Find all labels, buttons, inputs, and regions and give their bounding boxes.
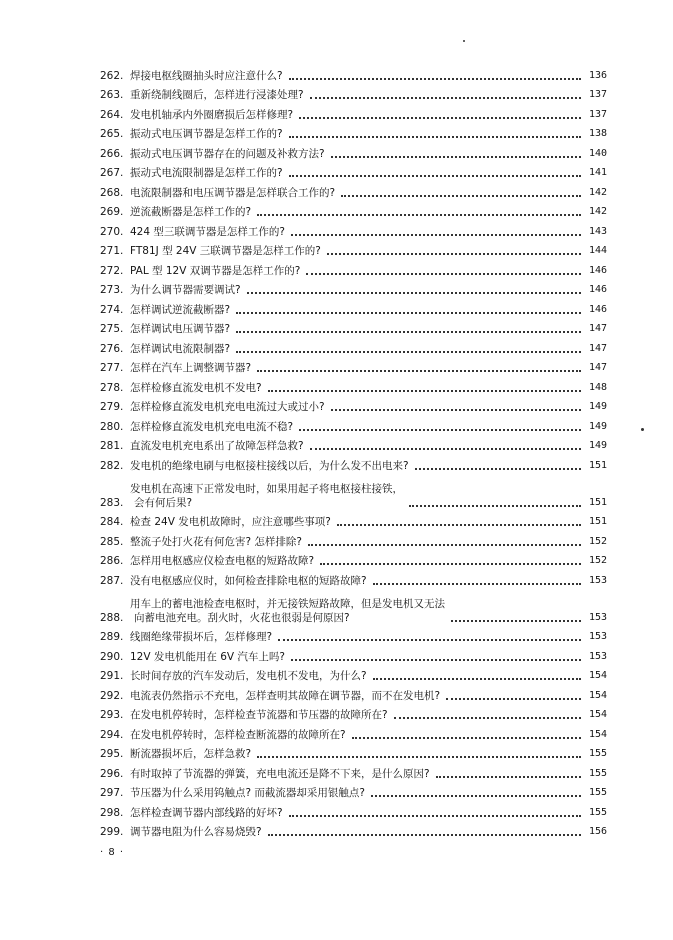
toc-entry-number: 266. — [100, 147, 124, 160]
toc-entry-number: 271. — [100, 245, 124, 257]
toc-entry[interactable] — [100, 781, 607, 801]
toc-entry-number: 295. — [100, 748, 124, 760]
toc-entry-title-line: 焊接电枢线圈抽头时应注意什么? — [130, 69, 283, 82]
toc-entry-title — [130, 728, 346, 742]
toc-entry[interactable] — [100, 510, 607, 530]
toc-entry[interactable] — [100, 63, 607, 83]
toc-entry-number: 262. — [100, 69, 124, 82]
toc-entry-title — [130, 225, 285, 239]
toc-entry-number: 287. — [100, 574, 124, 587]
toc-entry-number: 288. — [100, 611, 124, 624]
toc-entry[interactable] — [100, 180, 607, 200]
toc-entry-title-line: 发电机的绝缘电刷与电枢接柱接线以后，为什么发不出电来? — [130, 459, 409, 472]
toc-entry-number: 298. — [100, 806, 124, 819]
toc-entry-title-line: PAL 型 12V 双调节器是怎样工作的? — [130, 264, 301, 277]
toc-entry[interactable] — [100, 219, 607, 239]
dot-leader — [327, 253, 581, 255]
toc-entry-title — [130, 689, 440, 703]
toc-entry-title-line: 整流子处打火花有何危害? 怎样排除? — [130, 535, 302, 548]
dot-leader — [373, 678, 581, 680]
toc-entry[interactable] — [100, 453, 607, 473]
toc-entry-number: 274. — [100, 303, 124, 316]
toc-entry-title — [130, 439, 304, 453]
toc-entry-page: 151 — [588, 459, 607, 471]
toc-entry[interactable] — [100, 258, 607, 278]
toc-entry[interactable] — [100, 317, 607, 337]
toc-entry-page: 146 — [588, 303, 607, 315]
dot-leader — [341, 195, 581, 197]
toc-entry[interactable] — [100, 122, 607, 142]
toc-entry-title-line: 没有电枢感应仪时，如何检查排除电枢的短路故障? — [130, 574, 367, 587]
toc-entry-number: 269. — [100, 206, 124, 218]
toc-entry-title — [130, 420, 293, 434]
toc-entry-title-line: 电流限制器和电压调节器是怎样联合工作的? — [130, 186, 336, 199]
toc-entry-number: 285. — [100, 535, 124, 548]
toc-entry-page: 148 — [588, 381, 607, 393]
toc-entry-title-line: 怎样在汽车上调整调节器? — [130, 362, 252, 374]
toc-entry-title — [130, 650, 285, 664]
toc-entry-page: 146 — [588, 284, 607, 295]
toc-entry-page: 140 — [588, 147, 607, 159]
toc-entry-number: 297. — [100, 787, 124, 799]
toc-entry-title — [130, 147, 325, 161]
toc-entry-title — [130, 244, 321, 258]
toc-entry-title — [130, 264, 300, 278]
toc-entry-number: 273. — [100, 284, 124, 296]
toc-entry-page: 149 — [588, 401, 607, 412]
toc-entry-title — [130, 482, 403, 510]
toc-entry-title — [130, 400, 325, 414]
toc-entry-number: 265. — [100, 128, 124, 140]
toc-entry-number: 275. — [100, 323, 124, 335]
toc-entry-title-line: 长时间存放的汽车发动后，发电机不发电，为什么? — [130, 670, 367, 682]
toc-entry-title — [130, 303, 230, 317]
toc-entry-title — [130, 825, 262, 839]
toc-entry-title — [130, 630, 272, 644]
toc-entry-title-line: 怎样用电枢感应仪检查电枢的短路故障? — [130, 555, 315, 567]
dot-leader — [278, 639, 581, 641]
toc-entry-number: 289. — [100, 631, 124, 643]
toc-entry-title-line: 424 型三联调节器是怎样工作的? — [130, 225, 285, 238]
dot-leader — [310, 448, 581, 450]
dot-leader — [320, 563, 581, 565]
toc-entry-page: 154 — [588, 709, 607, 720]
toc-entry-number: 286. — [100, 555, 124, 567]
toc-entry[interactable] — [100, 278, 607, 298]
dot-leader — [299, 429, 581, 431]
toc-entry-title-line: 直流发电机充电系出了故障怎样急救? — [130, 440, 304, 452]
toc-entry-title — [130, 381, 262, 395]
toc-entry-title-line: 电流表仍然指示不充电，怎样查明其故障在调节器，而不在发电机? — [130, 689, 441, 702]
toc-entry-title-line: 12V 发电机能用在 6V 汽车上吗? — [130, 650, 285, 663]
toc-entry-title-line: 检查 24V 发电机故障时，应注意哪些事项? — [130, 516, 331, 528]
toc-entry[interactable] — [100, 549, 607, 569]
toc-entry-title-line: 在发电机停转时，怎样检查节流器和节压器的故障所在? — [130, 709, 388, 721]
toc-entry-title — [130, 806, 283, 820]
dot-leader — [308, 544, 581, 546]
toc-entry-title-line: 怎样检修直流发电机充电电流不稳? — [130, 420, 294, 433]
toc-entry-title — [130, 205, 251, 219]
toc-entry-title — [130, 597, 445, 625]
toc-entry[interactable] — [100, 529, 607, 549]
toc-entry-page: 144 — [588, 245, 607, 256]
dot-leader — [257, 756, 581, 758]
toc-entry-page: 155 — [588, 767, 607, 779]
toc-entry-title — [130, 88, 304, 102]
toc-entry-page: 155 — [588, 748, 607, 759]
toc-entry[interactable] — [100, 683, 607, 703]
toc-entry-page: 142 — [588, 206, 607, 217]
toc-entry-title-line: 怎样检查调节器内部线路的好坏? — [130, 806, 283, 819]
dot-leader — [247, 292, 581, 294]
dot-leader — [337, 524, 581, 526]
toc-entry-title — [130, 535, 302, 549]
toc-entry[interactable] — [100, 820, 607, 840]
toc-entry[interactable] — [100, 336, 607, 356]
toc-entry-number: 299. — [100, 826, 124, 838]
toc-entry-title-line: 有时取掉了节流器的弹簧，充电电流还是降不下来，是什么原因? — [130, 767, 430, 780]
toc-entry-page: 152 — [588, 555, 607, 566]
toc-entry-title — [130, 554, 314, 568]
dot-leader — [268, 834, 581, 836]
dot-leader — [409, 505, 581, 507]
toc-entry-page: 147 — [588, 362, 607, 373]
dot-leader — [289, 175, 581, 177]
dot-leader — [373, 583, 581, 585]
toc-entry-page: 136 — [588, 69, 607, 81]
toc-entry[interactable] — [100, 141, 607, 161]
toc-entry-title-line: 怎样调试电流限制器? — [130, 342, 231, 355]
dot-leader — [236, 312, 581, 314]
toc-entry-title — [130, 342, 230, 356]
dot-leader — [331, 409, 581, 411]
toc-entry-title-line: 怎样检修直流发电机充电电流过大或过小? — [130, 401, 325, 413]
dot-leader — [306, 273, 581, 275]
dot-leader — [289, 78, 581, 80]
toc-entry-number: 268. — [100, 186, 124, 199]
dot-leader — [291, 234, 581, 236]
toc-entry-title — [130, 361, 251, 375]
dot-leader — [451, 620, 581, 622]
toc-entry-page: 147 — [588, 342, 607, 354]
toc-entry-title-line: 在发电机停转时，怎样检查断流器的故障所在? — [130, 728, 346, 741]
dot-leader — [257, 370, 581, 372]
toc-entry-number: 290. — [100, 650, 124, 663]
toc-entry-number: 284. — [100, 516, 124, 528]
toc-entry-title-line: 振动式电压调节器是怎样工作的? — [130, 128, 283, 140]
toc-entry-title — [130, 166, 283, 180]
toc-entry-title-line: 会有何后果? — [134, 496, 193, 509]
toc-entry-page: 141 — [588, 167, 607, 178]
toc-entry-number: 279. — [100, 401, 124, 413]
toc-entry[interactable] — [100, 239, 607, 259]
dot-leader — [236, 351, 581, 353]
toc-entry[interactable] — [100, 434, 607, 454]
toc-entry[interactable] — [100, 395, 607, 415]
toc-entry-page: 151 — [588, 496, 607, 508]
toc-entry[interactable] — [100, 568, 607, 588]
toc-entry-page: 142 — [588, 186, 607, 198]
toc-entry-number: 281. — [100, 440, 124, 452]
toc-entry-page: 151 — [588, 516, 607, 527]
toc-entry-title-line: 线圈绝缘带损坏后，怎样修理? — [130, 631, 273, 643]
toc-entry-page: 138 — [588, 128, 607, 139]
toc-entry[interactable] — [100, 102, 607, 122]
toc-entry-title-line: 用车上的蓄电池检查电枢时，并无接铁短路故障，但是发电机又无法 — [130, 597, 445, 610]
toc-entry-title — [130, 574, 367, 588]
dot-leader — [371, 795, 581, 797]
toc-entry-title — [130, 708, 388, 722]
dot-leader — [436, 776, 581, 778]
dot-leader — [415, 468, 581, 470]
toc-entry-page: 149 — [588, 420, 607, 432]
toc-entry-page: 153 — [588, 631, 607, 642]
toc-entry-title-line: 振动式电压调节器存在的问题及补救方法? — [130, 147, 325, 160]
toc-entry-title — [130, 69, 283, 83]
toc-entry-title — [130, 283, 241, 297]
table-of-contents — [100, 63, 607, 839]
toc-entry-title-line: FT81J 型 24V 三联调节器是怎样工作的? — [130, 245, 321, 257]
toc-entry-title — [130, 669, 367, 683]
toc-entry-number: 283. — [100, 496, 124, 509]
toc-entry-page: 137 — [588, 108, 607, 120]
toc-entry[interactable] — [100, 297, 607, 317]
toc-entry[interactable] — [100, 722, 607, 742]
scan-speck — [641, 428, 644, 431]
dot-leader — [331, 156, 581, 158]
dot-leader — [291, 659, 581, 661]
toc-entry-title — [130, 186, 335, 200]
toc-entry-title-line: 逆流截断器是怎样工作的? — [130, 206, 252, 218]
toc-entry-title — [130, 108, 293, 122]
toc-entry-page: 156 — [588, 826, 607, 837]
toc-entry-number: 292. — [100, 689, 124, 702]
toc-entry-title — [130, 515, 331, 529]
toc-entry-page: 149 — [588, 440, 607, 451]
toc-entry-number: 272. — [100, 264, 124, 277]
toc-entry[interactable] — [100, 664, 607, 684]
toc-entry-page: 152 — [588, 535, 607, 547]
toc-entry-number: 278. — [100, 381, 124, 394]
dot-leader — [236, 331, 581, 333]
dot-leader — [289, 136, 581, 138]
toc-entry-title — [130, 459, 409, 473]
toc-entry-title-line: 断流器损坏后，怎样急救? — [130, 748, 252, 760]
toc-entry[interactable] — [100, 200, 607, 220]
toc-entry-page: 153 — [588, 574, 607, 586]
toc-entry[interactable] — [100, 761, 607, 781]
toc-entry-title-line: 怎样调试电压调节器? — [130, 323, 231, 335]
toc-entry-page: 146 — [588, 264, 607, 276]
toc-entry-title-line: 节压器为什么采用钨触点? 而截流器却采用银触点? — [130, 787, 365, 799]
toc-entry[interactable] — [100, 703, 607, 723]
toc-entry-title-line: 向蓄电池充电。刮火时，火花也很弱是何原因? — [134, 611, 350, 624]
scan-speck — [463, 40, 465, 42]
toc-entry-page: 147 — [588, 323, 607, 334]
toc-entry-title — [130, 747, 251, 761]
page-folio: · 8 · — [100, 847, 125, 858]
toc-entry-title-line: 怎样检修直流发电机不发电? — [130, 381, 262, 394]
toc-entry-number: 276. — [100, 342, 124, 355]
toc-entry-page: 154 — [588, 689, 607, 701]
toc-entry-page: 155 — [588, 787, 607, 798]
toc-entry[interactable] — [100, 161, 607, 181]
toc-entry-number: 263. — [100, 89, 124, 101]
toc-entry-page: 155 — [588, 806, 607, 818]
dot-leader — [268, 390, 581, 392]
toc-entry-page: 154 — [588, 670, 607, 681]
toc-entry-title-line: 怎样调试逆流截断器? — [130, 303, 231, 316]
toc-entry[interactable] — [100, 375, 607, 395]
toc-entry-title — [130, 127, 283, 141]
toc-entry-title-line: 为什么调节器需要调试? — [130, 284, 241, 296]
toc-entry-page: 153 — [588, 650, 607, 662]
dot-leader — [310, 97, 581, 99]
toc-entry[interactable] — [100, 473, 607, 510]
toc-entry-number: 291. — [100, 670, 124, 682]
dot-leader — [299, 117, 581, 119]
toc-entry[interactable] — [100, 800, 607, 820]
toc-entry-title — [130, 767, 430, 781]
dot-leader — [446, 698, 581, 700]
toc-entry[interactable] — [100, 588, 607, 625]
toc-entry-page: 154 — [588, 728, 607, 740]
toc-entry-page: 137 — [588, 89, 607, 100]
toc-entry-number: 264. — [100, 108, 124, 121]
toc-entry-page: 143 — [588, 225, 607, 237]
toc-entry-title-line: 振动式电流限制器是怎样工作的? — [130, 167, 283, 179]
toc-entry-number: 282. — [100, 459, 124, 472]
toc-entry-number: 296. — [100, 767, 124, 780]
toc-entry-number: 270. — [100, 225, 124, 238]
toc-entry-page: 153 — [588, 611, 607, 623]
dot-leader — [257, 214, 581, 216]
toc-entry[interactable] — [100, 742, 607, 762]
toc-entry-title-line: 发电机在高速下正常发电时，如果用起子将电枢接柱接铁， — [130, 482, 403, 495]
toc-entry-title-line: 调节器电阻为什么容易烧毁? — [130, 826, 262, 838]
toc-entry[interactable] — [100, 625, 607, 645]
toc-entry-title-line: 重新绕制线圈后，怎样进行浸漆处理? — [130, 89, 304, 101]
dot-leader — [352, 737, 581, 739]
toc-entry-number: 293. — [100, 709, 124, 721]
toc-entry-number: 277. — [100, 362, 124, 374]
toc-entry-title-line: 发电机轴承内外圈磨损后怎样修理? — [130, 108, 294, 121]
toc-entry[interactable] — [100, 356, 607, 376]
toc-entry-number: 280. — [100, 420, 124, 433]
toc-entry-number: 267. — [100, 167, 124, 179]
toc-entry-title — [130, 786, 365, 800]
toc-entry-title — [130, 322, 230, 336]
toc-entry[interactable] — [100, 644, 607, 664]
toc-entry[interactable] — [100, 414, 607, 434]
dot-leader — [394, 717, 581, 719]
toc-entry[interactable] — [100, 83, 607, 103]
dot-leader — [289, 815, 581, 817]
toc-entry-number: 294. — [100, 728, 124, 741]
